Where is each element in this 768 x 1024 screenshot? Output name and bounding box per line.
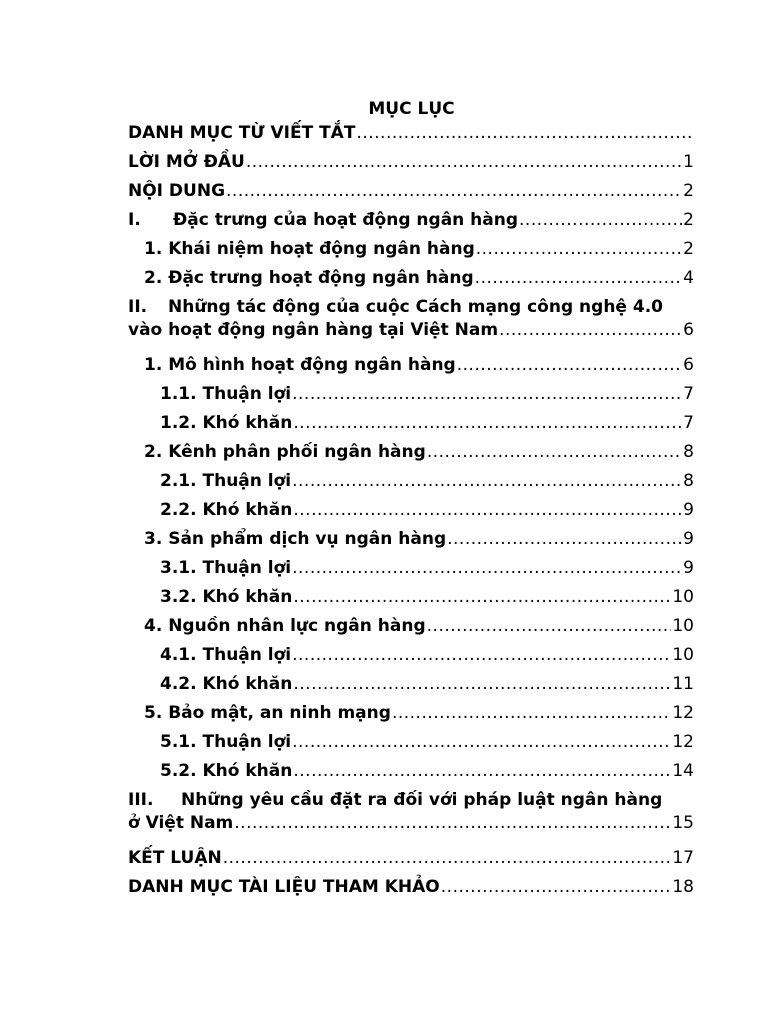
leader-dots	[246, 151, 682, 173]
toc-entry[interactable]	[128, 760, 694, 789]
toc-entry-label: 1. Khái niệm hoạt động ngân hàng	[144, 239, 475, 259]
toc-entry-page: 14	[672, 761, 694, 781]
toc-entry[interactable]	[128, 238, 694, 267]
toc-entry-page: 18	[672, 877, 694, 897]
toc-entry[interactable]	[128, 296, 694, 354]
toc-entry-label: 1.2. Khó khăn	[160, 413, 293, 433]
toc-entry-page: 2	[683, 181, 694, 201]
toc-entry-page: 6	[683, 320, 694, 340]
toc-entry-first-line	[128, 296, 694, 318]
section-title: Những tác động của cuộc Cách mạng công nghệ 4.0	[168, 297, 663, 317]
leader-dots	[292, 470, 682, 492]
toc-entry-label: 5. Bảo mật, an ninh mạng	[144, 703, 391, 723]
leader-dots	[499, 319, 682, 341]
leader-dots	[293, 586, 671, 608]
page-title: MỤC LỤC	[368, 99, 455, 119]
toc-entry-label: 2. Đặc trưng hoạt động ngân hàng	[144, 268, 474, 288]
toc-entry-label: 1.1. Thuận lợi	[160, 384, 292, 404]
leader-dots	[292, 731, 671, 753]
toc-entry-page: 9	[683, 500, 694, 520]
section-number: III.	[128, 790, 154, 810]
toc-entry[interactable]	[128, 122, 694, 151]
toc-entry-label: DANH MỤC TÀI LIỆU THAM KHẢO	[128, 877, 440, 897]
toc-entry-label: ở Việt Nam	[128, 813, 234, 833]
toc-entry-page: 8	[683, 442, 694, 462]
leader-dots	[427, 441, 682, 463]
toc-entry-label: 3.1. Thuận lợi	[160, 558, 292, 578]
leader-dots	[292, 557, 682, 579]
toc-entry[interactable]	[128, 847, 694, 876]
leader-dots	[476, 238, 682, 260]
toc-entry[interactable]	[128, 789, 694, 847]
leader-dots	[292, 644, 671, 666]
toc-entry[interactable]	[128, 673, 694, 702]
leader-dots	[292, 383, 682, 405]
leader-dots	[226, 180, 682, 202]
toc-entry-page: 9	[683, 529, 694, 549]
toc-entry-page: 10	[672, 587, 694, 607]
toc-entry-label: 3. Sản phẩm dịch vụ ngân hàng	[144, 529, 447, 549]
toc-entry[interactable]	[128, 267, 694, 296]
leader-dots	[293, 499, 682, 521]
leader-dots	[356, 122, 693, 144]
leader-dots	[293, 412, 682, 434]
toc-entry-label: 2. Kênh phân phối ngân hàng	[144, 442, 426, 462]
section-title: Đặc trưng của hoạt động ngân hàng	[173, 210, 519, 230]
leader-dots	[457, 354, 682, 376]
leader-dots	[427, 615, 672, 637]
leader-dots	[475, 267, 683, 289]
toc-entry-label	[128, 209, 518, 231]
toc-entry-page: 10	[672, 645, 694, 665]
toc-entry-page: 11	[672, 674, 694, 694]
toc-entry-page: 15	[672, 813, 694, 833]
leader-dots	[447, 528, 682, 550]
toc-entry-second-line	[128, 812, 694, 841]
toc-entry-page: 17	[672, 848, 694, 868]
toc-entry-label: 2.1. Thuận lợi	[160, 471, 292, 491]
leader-dots	[223, 847, 672, 869]
leader-dots	[392, 702, 671, 724]
toc-entry[interactable]	[128, 412, 694, 441]
leader-dots	[519, 209, 682, 231]
toc-entry-label: 2.2. Khó khăn	[160, 500, 293, 520]
toc-entry[interactable]	[128, 644, 694, 673]
table-of-contents	[128, 122, 694, 905]
toc-entry-label: 4. Nguồn nhân lực ngân hàng	[144, 616, 426, 636]
section-number: II.	[128, 297, 148, 317]
toc-entry[interactable]	[128, 557, 694, 586]
toc-entry-page: 7	[683, 384, 694, 404]
toc-entry-page: 4	[683, 268, 694, 288]
toc-entry-label: 5.2. Khó khăn	[160, 761, 293, 781]
toc-entry[interactable]	[128, 615, 694, 644]
toc-entry-page: 12	[672, 703, 694, 723]
toc-entry-page: 2	[683, 210, 694, 230]
toc-entry-page: 8	[683, 471, 694, 491]
toc-entry-label: 4.1. Thuận lợi	[160, 645, 292, 665]
toc-entry[interactable]	[128, 499, 694, 528]
toc-entry-page: 6	[683, 355, 694, 375]
toc-entry[interactable]	[128, 470, 694, 499]
toc-entry-label: DANH MỤC TỪ VIẾT TẮT	[128, 123, 356, 143]
toc-entry-label: 1. Mô hình hoạt động ngân hàng	[144, 355, 456, 375]
toc-entry[interactable]	[128, 180, 694, 209]
toc-entry[interactable]	[128, 383, 694, 412]
toc-entry[interactable]	[128, 441, 694, 470]
toc-entry[interactable]	[128, 209, 694, 238]
toc-entry-page: 2	[683, 239, 694, 259]
toc-entry-first-line	[128, 789, 694, 811]
toc-entry-page: 12	[672, 732, 694, 752]
toc-entry-label: vào hoạt động ngân hàng tại Việt Nam	[128, 320, 499, 340]
toc-entry-page: 7	[683, 413, 694, 433]
toc-entry-label: 5.1. Thuận lợi	[160, 732, 292, 752]
section-title: Những yêu cầu đặt ra đối với pháp luật ngân hàng	[181, 790, 663, 810]
toc-entry-label: NỘI DUNG	[128, 181, 226, 201]
toc-entry-page: 1	[683, 152, 694, 172]
toc-entry-label: 3.2. Khó khăn	[160, 587, 293, 607]
leader-dots	[441, 876, 672, 898]
toc-entry[interactable]	[128, 586, 694, 615]
toc-entry[interactable]	[128, 151, 694, 180]
toc-entry-label: KẾT LUẬN	[128, 848, 222, 868]
toc-entry-label: 4.2. Khó khăn	[160, 674, 293, 694]
toc-entry[interactable]	[128, 731, 694, 760]
toc-entry[interactable]	[128, 876, 694, 905]
toc-entry-page: 9	[683, 558, 694, 578]
leader-dots	[293, 673, 671, 695]
toc-entry-label: LỜI MỞ ĐẦU	[128, 152, 245, 172]
toc-entry[interactable]	[128, 354, 694, 383]
toc-entry[interactable]	[128, 702, 694, 731]
section-number: I.	[128, 210, 141, 230]
toc-entry[interactable]	[128, 528, 694, 557]
leader-dots	[293, 760, 671, 782]
toc-entry-page: 10	[672, 616, 694, 636]
toc-entry-second-line	[128, 319, 694, 348]
leader-dots	[234, 812, 671, 834]
